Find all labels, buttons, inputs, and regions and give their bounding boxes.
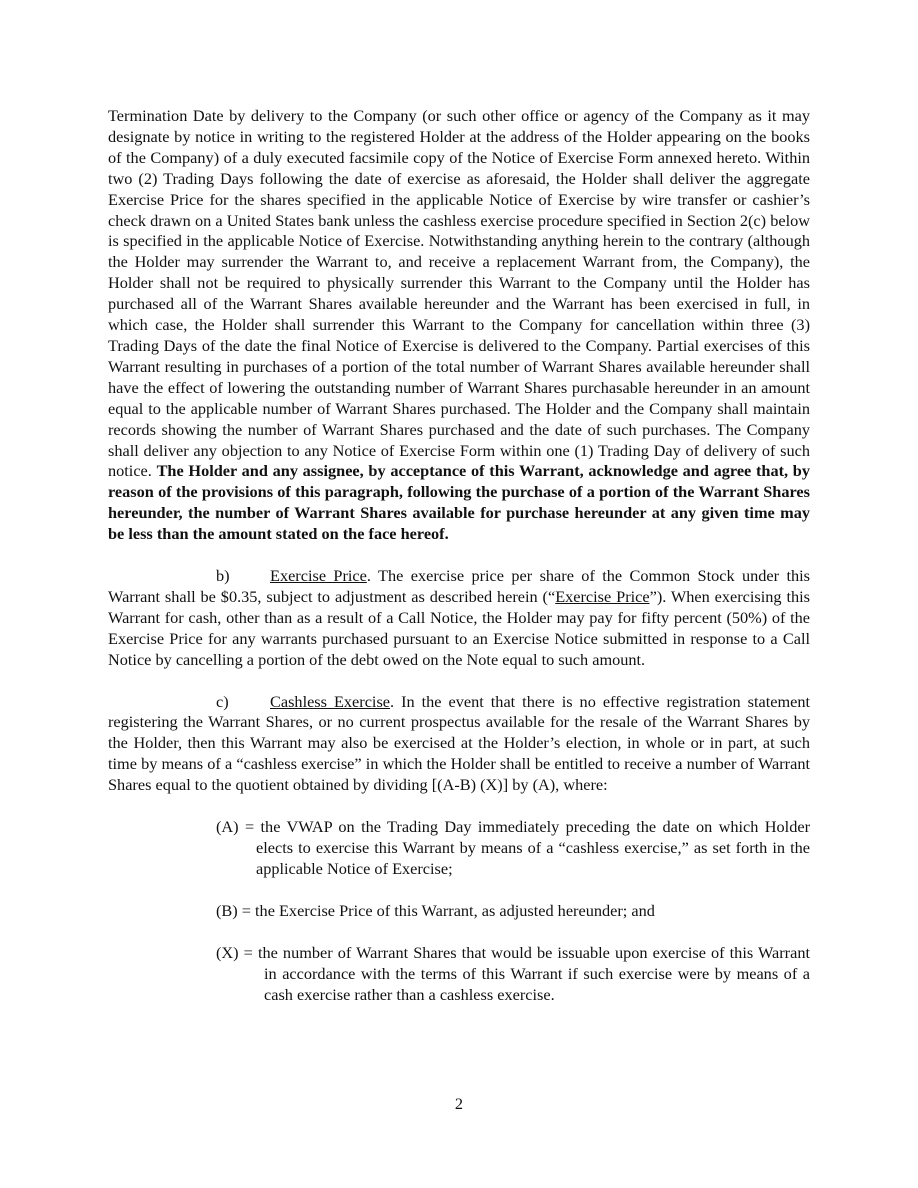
bold-acknowledgement-text: The Holder and any assignee, by acceptance of this Warrant, acknowledge and agree that, by reason of the provisions of this paragraph, following the purchase of a portion of the Warrant Shares hereunder, the number of Warrant Shares available for purchase hereunder at any given time may be less than the amount stated on the face hereof. — [108, 461, 811, 544]
section-c-text: . In the event that there is no effective registration statement registering the Warrant Shares, or no current prospectus available for the resale of the Warrant Shares by the Holder, then this Warrant may also be exercised at the Holder’s election, in whole or in part, at such time by means of a “cashless exercise” in which the Holder shall be entitled to receive a number of Warrant Shares equal to the quotient obtained by dividing [(A-B) (X)] by (A), where: — [108, 691, 810, 795]
section-c-heading: Cashless Exercise — [270, 691, 391, 711]
spacer — [108, 545, 810, 566]
section-b-label: b) — [216, 566, 230, 586]
section-b-text-2: ”). When exercising this Warrant for cash, other than as a result of a Call Notice, the Holder may pay for fifty percent (50%) of the Exercise Price for any warrants purchased pursuant to an Exercise Notice submitted in response to a Call Notice by cancelling a portion of the debt owed on the Note equal to such amount. — [108, 586, 810, 669]
spacer — [108, 922, 810, 943]
definition-b: (B) = the Exercise Price of this Warrant, as adjusted hereunder; and — [216, 900, 655, 920]
definition-a: (A) = the VWAP on the Trading Day immediately preceding the date on which Holder elects to exercise this Warrant by means of a “cashless exercise,” as set forth in the applicable Notice of Exercise; — [216, 817, 810, 878]
exercise-price-defined-term: Exercise Price — [555, 586, 650, 606]
page-number: 2 — [454, 1094, 464, 1113]
section-b-exercise-price — [108, 566, 810, 671]
definition-x: (X) = the number of Warrant Shares that would be issuable upon exercise of this Warrant in accordance with the terms of this Warrant if such exercise were by means of a cash exercise rather than a cashless exercise. — [216, 942, 810, 1004]
section-c-cashless-exercise — [108, 692, 810, 797]
spacer — [108, 796, 810, 817]
document-body — [108, 106, 810, 1005]
spacer — [108, 880, 810, 901]
section-c-label: c) — [216, 691, 229, 711]
spacer — [108, 671, 810, 692]
section-b-heading: Exercise Price — [270, 566, 367, 586]
section-b-text-1: . The exercise price per share of the Common Stock under this Warrant shall be $0.35, subject to adjustment as described herein (“ — [108, 566, 810, 606]
paragraph-text: Termination Date by delivery to the Company (or such other office or agency of the Company as it may designate by notice in writing to the registered Holder at the address of the Holder appearing on the books of the Company) of a duly executed facsimile copy of the Notice of Exercise Form annexed hereto. Within two (2) Trading Days following the date of exercise as aforesaid, the Holder shall deliver the aggregate Exercise Price for the shares specified in the applicable Notice of Exercise by wire transfer or cashier’s check drawn on a United States bank unless the cashless exercise procedure specified in Section 2(c) below is specified in the applicable Notice of Exercise. Notwithstanding anything herein to the contrary (although the Holder may surrender the Warrant to, and receive a replacement Warrant from, the Company), the Holder shall not be required to physically surrender this Warrant to the Company until the Holder has purchased all of the Warrant Shares available hereunder and the Warrant has been exercised in full, in which case, the Holder shall surrender this Warrant to the Company for cancellation within three (3) Trading Days of the date the final Notice of Exercise is delivered to the Company. Partial exercises of this Warrant resulting in purchases of a portion of the total number of Warrant Shares available hereunder shall have the effect of lowering the outstanding number of Warrant Shares purchasable hereunder in an amount equal to the applicable number of Warrant Shares purchased. The Holder and the Company shall maintain records showing the number of Warrant Shares purchased and the date of such purchases. The Company shall deliver any objection to any Notice of Exercise Form within one (1) Trading Day of delivery of such notice. — [108, 106, 810, 481]
paragraph-exercise-procedure — [108, 106, 810, 545]
